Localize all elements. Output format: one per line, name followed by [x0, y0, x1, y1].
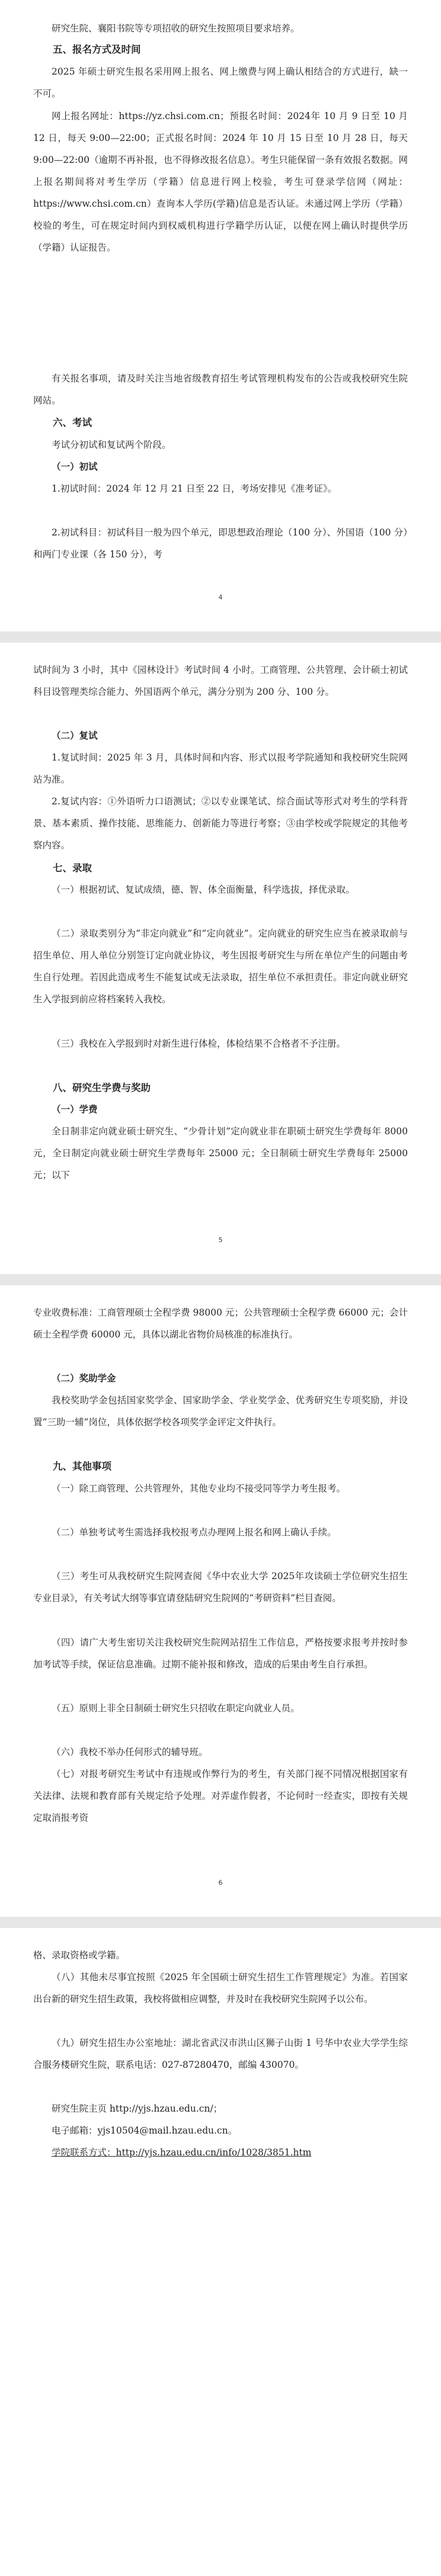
paragraph: 2.复试内容：①外语听力口语测试；②以专业课笔试、综合面试等形式对考生的学科背景、基本素质、操作技能、思维能力、创新能力等进行考察；③由学校或学院规定的其他考察内容。	[33, 796, 408, 851]
paragraph: 格、录取资格或学籍。	[33, 1950, 126, 1961]
paragraph: 1.初试时间：2024 年 12 月 21 日至 22 日，考场安排见《准考证》。	[52, 483, 337, 494]
email-link[interactable]: 电子邮箱：yjs10504@mail.hzau.edu.cn。	[52, 2125, 238, 2136]
page-number: 5	[218, 1236, 223, 1244]
subsection-heading: （一）初试	[52, 461, 98, 472]
paragraph: 全日制非定向就业硕士研究生、“少骨计划”定向就业非在职硕士研究生学费每年 8000 元，全日制定向就业硕士研究生学费每年 25000 元；全日制硕士研究生学费每年 25000 元；以下	[33, 1126, 408, 1180]
document-page-6	[0, 1285, 441, 1917]
paragraph: 2025 年硕士研究生报名采用网上报名、网上缴费与网上确认相结合的方式进行，缺一不可。	[33, 66, 408, 99]
paragraph: 研究生院、襄阳书院等专项招收的研究生按照项目要求培养。	[52, 23, 300, 34]
homepage-link[interactable]: 研究生院主页 http://yjs.hzau.edu.cn/；	[52, 2103, 223, 2114]
subsection-heading: （一）学费	[52, 1104, 98, 1115]
paragraph: （七）对报考研究生考试中有违规或作弊行为的考生，有关部门视不同情况根据国家有关法律、法规和教育部有关规定给予处理。对弄虚作假者，不论何时一经查实，即按有关规定取消报考资	[33, 1769, 408, 1823]
paragraph: （六）我校不举办任何形式的辅导班。	[52, 1747, 208, 1757]
paragraph: （一）除工商管理、公共管理外，其他专业均不接受同等学力考生报考。	[52, 1483, 346, 1494]
section-heading: 七、录取	[53, 862, 92, 874]
paragraph: （五）原则上非全日制硕士研究生只招收在职定向就业人员。	[52, 1703, 300, 1714]
paragraph: 试时间为 3 小时，其中《园林设计》考试时间 4 小时。工商管理、公共管理、会计硕士初试科目设管理类综合能力、外国语两个单元，满分分别为 200 分、100 分。	[33, 665, 408, 697]
subsection-heading: （二）复试	[52, 730, 98, 741]
paragraph: （八）其他未尽事宜按照《2025 年全国硕士研究生招生工作管理规定》为准。若国家出台新的研究生招生政策，我校将做相应调整，并及时在我校研究生院网予以公布。	[33, 1972, 408, 2004]
paragraph: （二）录取类别分为“非定向就业”和“定向就业”。定向就业的研究生应当在被录取前与招生单位、用人单位分别签订定向就业协议，考生因报考研究生与所在单位产生的问题由考生自行处理。若因此造成考生不能复试或无法录取，招生单位不承担责任。非定向就业研究生入学报到前应将档案转入我校。	[33, 928, 408, 1005]
section-heading: 九、其他事项	[53, 1461, 111, 1472]
section-heading: 八、研究生学费与奖助	[53, 1082, 151, 1093]
subsection-heading: （二）奖助学金	[52, 1373, 116, 1384]
paragraph: （二）单独考试考生需选择我校报考点办理网上报名和网上确认手续。	[52, 1527, 337, 1538]
paragraph: （四）请广大考生密切关注我校研究生院网站招生工作信息，严格按要求报考并按时参加考试等手续，保证信息准确。过期不能补报和修改，造成的后果由考生自行承担。	[33, 1637, 408, 1670]
document-page-7	[0, 1928, 441, 2576]
paragraph: 网上报名网址：https://yz.chsi.com.cn；预报名时间：2024年 10 月 9 日至 10 月 12 日，每天 9:00—22:00；正式报名时间：2024 年 10 月 15 日至 10 月 28 日，每天 9:00—22:00（逾期不再补报，也不得修改报名信息）。考生只能保留一条有效报名数据。网上报名期间将对考生学历（学籍）信息进行网上校验，考生可登录学信网（网址：https://www.chsi.com.cn）查询本人学历(学籍)信息是否认证。未通过网上学历（学籍）校验的考生，可在规定时间内到权威机构进行学籍学历认证，以便在网上确认时提供学历（学籍）认证报告。	[33, 111, 408, 253]
document-page-5	[0, 643, 441, 1274]
paragraph: 我校奖助学金包括国家奖学金、国家助学金、学业奖学金、优秀研究生专项奖励，并设置“三助一辅”岗位，具体依据学校各项奖学金评定文件执行。	[33, 1395, 408, 1427]
section-heading: 五、报名方式及时间	[53, 44, 141, 55]
document-page-4	[0, 0, 441, 631]
college-contact-link[interactable]: 学院联系方式：http://yjs.hzau.edu.cn/info/1028/3851.htm	[52, 2147, 312, 2158]
paragraph: 2.初试科目：初试科目一般为四个单元，即思想政治理论（100 分）、外国语（100 分）和两门专业课（各 150 分），考	[33, 527, 408, 560]
paragraph: 考试分初试和复试两个阶段。	[52, 440, 171, 450]
paragraph: 1.复试时间：2025 年 3 月，具体时间和内容、形式以报考学院通知和我校研究生院网站为准。	[33, 752, 408, 785]
paragraph: （一）根据初试、复试成绩，德、智、体全面衡量，科学选拔，择优录取。	[52, 884, 355, 895]
paragraph: （三）我校在入学报到时对新生进行体检，体检结果不合格者不予注册。	[52, 1038, 346, 1049]
paragraph: （九）研究生招生办公室地址：湖北省武汉市洪山区狮子山街 1 号华中农业大学学生综合服务楼研究生院，联系电话：027-87280470，邮编 430070。	[33, 2038, 408, 2070]
page-number: 4	[218, 594, 223, 601]
page-number: 6	[218, 1879, 223, 1887]
section-heading: 六、考试	[53, 417, 92, 428]
paragraph: 专业收费标准：工商管理硕士全程学费 98000 元；公共管理硕士全程学费 66000 元；会计硕士全程学费 60000 元，具体以湖北省物价局核准的标准执行。	[33, 1307, 408, 1340]
paragraph: （三）考生可从我校研究生院网查阅《华中农业大学 2025年攻读硕士学位研究生招生专业目录》，有关考试大纲等事宜请登陆研究生院网的“考研资料”栏目查阅。	[33, 1571, 408, 1603]
paragraph: 有关报名事项，请及时关注当地省级教育招生考试管理机构发布的公告或我校研究生院网站。	[33, 373, 408, 406]
